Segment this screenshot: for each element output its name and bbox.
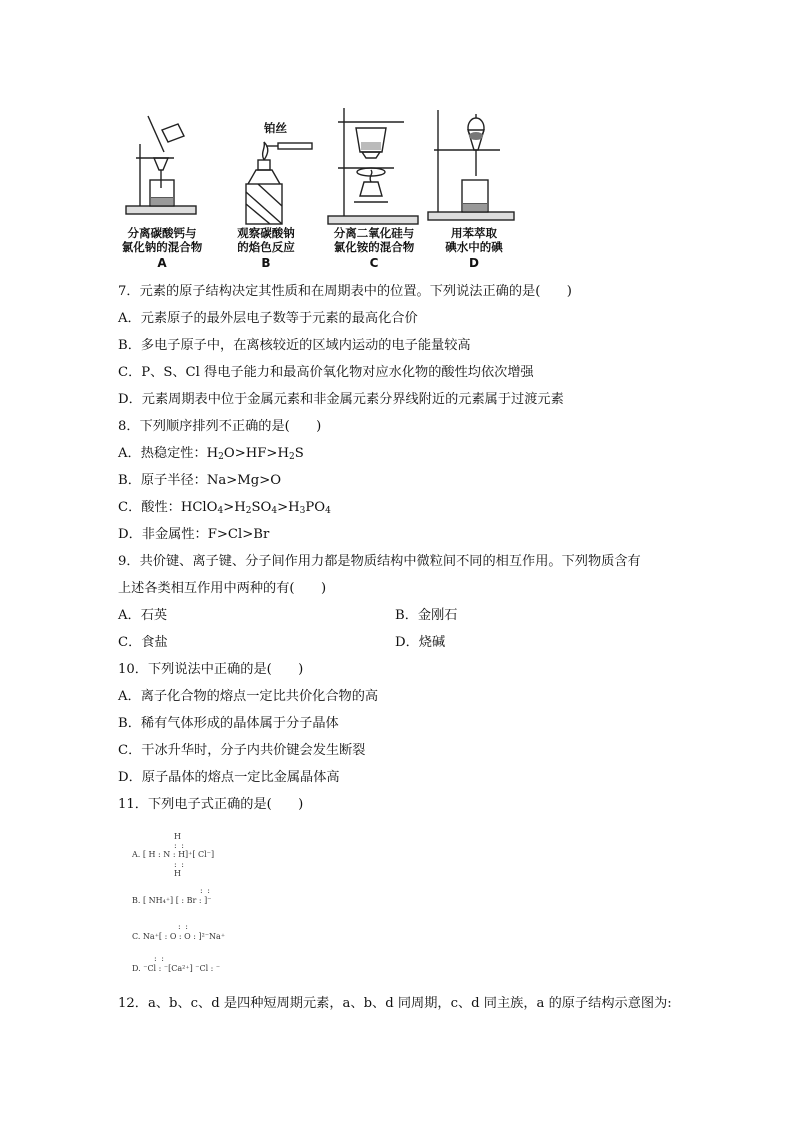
q11-b-dots: : : xyxy=(200,886,211,895)
apparatus-d xyxy=(424,106,524,271)
q9-options-row2 xyxy=(118,629,694,656)
letter-b: B xyxy=(261,256,271,270)
letter-a: A xyxy=(157,256,167,270)
q12-stem: 12．a、b、c、d 是四种短周期元素，a、b、d 同周期，c、d 同主族，a 的原子结构示意图为: xyxy=(118,996,672,1011)
q11-a-top-h: H xyxy=(174,832,181,841)
letter-d: D xyxy=(469,256,479,270)
apparatus-b xyxy=(216,106,316,271)
q9-stem-line2: 上述各类相互作用中两种的有( ) xyxy=(118,581,327,596)
q10-option-b: B．稀有气体形成的晶体属于分子晶体 xyxy=(118,716,339,731)
extraction-apparatus-image xyxy=(424,106,524,226)
q10-option-a: A．离子化合物的熔点一定比共价化合物的高 xyxy=(118,689,379,704)
q11-stem: 11．下列电子式正确的是( ) xyxy=(118,797,304,812)
apparatus-figure xyxy=(112,106,532,276)
q7-stem: 7．元素的原子结构决定其性质和在周期表中的位置。下列说法正确的是( ) xyxy=(118,284,572,299)
q11-a-bottom-h: H xyxy=(174,869,181,878)
q8-option-a: A．热稳定性：$H_2O>HF>H_2S$ xyxy=(118,446,304,462)
q7-option-b: B．多电子原子中，在离核较近的区域内运动的电子能量较高 xyxy=(118,338,471,353)
caption-c: 分离二氧化硅与 氯化铵的混合物 xyxy=(333,226,415,254)
q9-option-d: D．烧碱 xyxy=(395,635,446,650)
q9-option-b: B．金刚石 xyxy=(395,608,458,623)
questions-block xyxy=(118,278,694,818)
q8-option-b: B．原子半径：Na>Mg>O xyxy=(118,473,282,488)
q10-option-d: D．原子晶体的熔点一定比金属晶体高 xyxy=(118,770,340,785)
q11-option-a: A. [ H : N : H]⁺[ Cl⁻] xyxy=(132,850,215,859)
q7-option-c: C．P、S、Cl 得电子能力和最高价氧化物对应水化物的酸性均依次增强 xyxy=(118,365,534,380)
q9-options-row1 xyxy=(118,602,694,629)
sublimation-apparatus-image xyxy=(324,106,424,226)
caption-a: 分离碳酸钙与 氯化钠的混合物 xyxy=(121,226,203,254)
caption-b: 观察碳酸钠 的焰色反应 xyxy=(237,226,295,254)
q11-c-dots: : : xyxy=(178,922,189,931)
q7-option-d: D．元素周期表中位于金属元素和非金属元素分界线附近的元素属于过渡元素 xyxy=(118,392,564,407)
q8-stem: 8．下列顺序排列不正确的是( ) xyxy=(118,419,322,434)
apparatus-c xyxy=(324,106,424,271)
filtration-apparatus-image xyxy=(112,106,212,226)
q9-option-a: A．石英 xyxy=(118,608,168,623)
apparatus-a xyxy=(112,106,212,271)
q11-option-c: C. Na⁺[ : O : O : ]²⁻Na⁺ xyxy=(132,932,226,941)
pt-wire-label: 铂丝 xyxy=(264,121,287,135)
q11-option-b: B. [ NH₄⁺] [ : Br : ]⁻ xyxy=(132,896,212,905)
letter-c: C xyxy=(369,256,379,270)
q10-option-c: C．干冰升华时，分子内共价键会发生断裂 xyxy=(118,743,366,758)
q8-option-d: D．非金属性：F>Cl>Br xyxy=(118,527,270,542)
caption-d: 用苯萃取 碘水中的碘 xyxy=(445,226,503,254)
q7-option-a: A．元素原子的最外层电子数等于元素的最高化合价 xyxy=(118,311,418,326)
q11-d-dots: : : xyxy=(154,954,165,963)
q11-option-d: D. ⁻Cl : ⁻[Ca²⁺] ⁻Cl : ⁻ xyxy=(132,964,221,973)
q9-stem-line1: 9．共价键、离子键、分子间作用力都是物质结构中微粒间不同的相互作用。下列物质含有 xyxy=(118,554,641,569)
q8-option-c: C．酸性：$HClO_4>H_2SO_4>H_3PO_4$ xyxy=(118,500,331,516)
q9-option-c: C．食盐 xyxy=(118,635,168,650)
q11-a-top-dots: : : xyxy=(174,841,185,850)
q11-a-bottom-dots: : : xyxy=(174,860,185,869)
q10-stem: 10．下列说法中正确的是( ) xyxy=(118,662,304,677)
